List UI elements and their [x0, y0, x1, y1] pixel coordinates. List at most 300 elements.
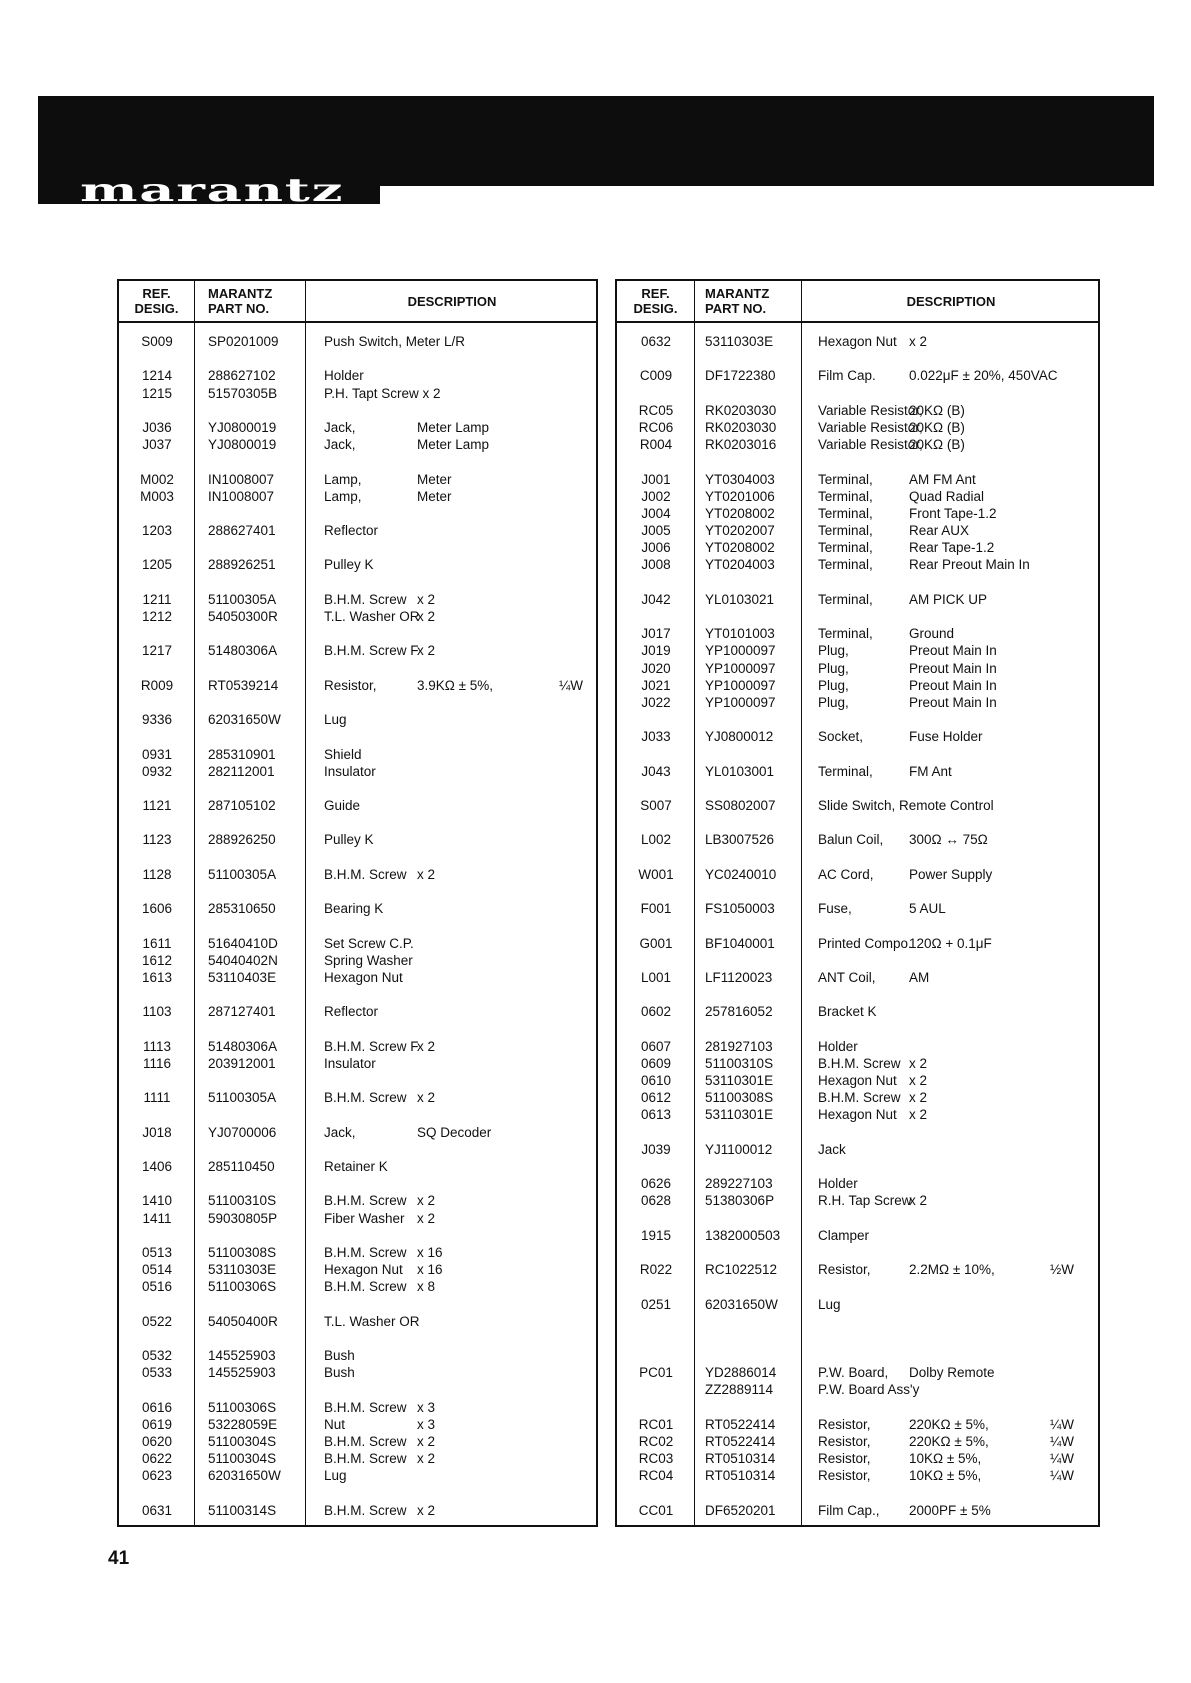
part-number-cell: YP1000097 — [705, 677, 776, 693]
table-row — [617, 935, 1098, 952]
description-cell: B.H.M. Screw — [818, 1090, 901, 1106]
ref-desig-cell: J004 — [641, 505, 671, 521]
spec-cell: x 2 — [417, 1090, 436, 1106]
spec-cell: Power Supply — [909, 866, 993, 882]
spec-cell: 3.9KΩ ± 5%, — [417, 677, 494, 693]
ref-desig-cell: 0623 — [141, 1468, 173, 1484]
ref-desig-cell: RC03 — [638, 1451, 674, 1467]
row-spacer — [617, 350, 1098, 367]
row-spacer — [119, 1141, 596, 1158]
ref-desig-cell: R022 — [639, 1262, 673, 1278]
page-number: 41 — [108, 1548, 130, 1569]
ref-desig-cell: 0612 — [640, 1090, 672, 1106]
table-row — [617, 1433, 1098, 1450]
part-number-cell: DF1722380 — [705, 368, 776, 384]
table-row — [617, 488, 1098, 505]
part-number-cell: 51480306A — [208, 1038, 278, 1054]
ref-desig-cell: G001 — [639, 935, 673, 951]
row-spacer — [617, 814, 1098, 831]
ref-desig-cell: RC01 — [638, 1416, 674, 1432]
table-header — [617, 281, 1098, 323]
row-spacer — [119, 350, 596, 367]
part-number-cell: 285310901 — [208, 746, 276, 762]
row-spacer — [119, 917, 596, 934]
table-row — [617, 969, 1098, 986]
description-header: DESCRIPTION — [906, 293, 996, 309]
table-row — [119, 1416, 596, 1433]
table-row — [617, 1038, 1098, 1055]
spec-cell: 0.022μF ± 20%, 450VAC — [909, 368, 1058, 384]
description-cell: Fiber Washer — [324, 1210, 405, 1226]
part-number-cell: SP0201009 — [208, 334, 279, 349]
rating-cell: ¼W — [1050, 1434, 1075, 1449]
description-cell: Reflector — [324, 523, 379, 539]
table-body — [617, 333, 1098, 1519]
ref-desig-cell: 1217 — [141, 643, 173, 659]
ref-desig-cell: RC02 — [638, 1434, 674, 1449]
ref-desig-cell: J008 — [641, 557, 671, 573]
parts-table-right — [615, 279, 1100, 1527]
table-row — [617, 1381, 1098, 1398]
spec-cell: 2000PF ± 5% — [909, 1502, 991, 1518]
table-row — [617, 1003, 1098, 1020]
spec-cell: 20KΩ (B) — [909, 419, 965, 435]
part-number-cell: 287127401 — [208, 1004, 276, 1020]
ref-desig-cell: RC05 — [638, 402, 674, 418]
description-cell: Variable Resistor, — [818, 402, 923, 418]
ref-desig-cell: J001 — [641, 471, 671, 487]
part-number-cell: RK0203016 — [705, 437, 777, 453]
description-cell: T.L. Washer OR — [324, 1313, 420, 1329]
spec-cell: 2.2MΩ ± 10%, — [909, 1262, 995, 1278]
description-cell: Bearing K — [324, 901, 384, 917]
table-row — [617, 831, 1098, 848]
part-number-cell: 51100310S — [208, 1193, 277, 1209]
ref-desig-cell: 1410 — [141, 1193, 173, 1209]
row-spacer — [617, 952, 1098, 969]
row-spacer — [617, 986, 1098, 1003]
row-spacer — [617, 1124, 1098, 1141]
ref-desig-cell: J022 — [641, 694, 671, 710]
table-row — [119, 1089, 596, 1106]
ref-desig-cell: 1214 — [141, 368, 173, 384]
table-row — [617, 1089, 1098, 1106]
spec-cell: Preout Main In — [909, 694, 997, 710]
description-cell: B.H.M. Screw F — [324, 1038, 419, 1054]
row-spacer — [617, 1278, 1098, 1295]
part-number-cell: 51100305A — [208, 1090, 277, 1106]
spec-cell: Rear Tape-1.2 — [909, 540, 995, 556]
spec-cell: AM FM Ant — [909, 471, 976, 487]
row-spacer — [119, 1381, 596, 1398]
description-cell: Plug, — [818, 677, 849, 693]
table-row — [119, 1278, 596, 1295]
row-spacer — [119, 1227, 596, 1244]
spec-cell: x 2 — [417, 643, 436, 659]
table-row — [119, 419, 596, 436]
description-cell: B.H.M. Screw — [324, 1279, 407, 1295]
table-row — [617, 522, 1098, 539]
table-row — [119, 711, 596, 728]
description-cell: Spring Washer — [324, 952, 413, 968]
part-number-cell: 145525903 — [208, 1348, 276, 1364]
description-cell: Pulley K — [324, 557, 374, 573]
ref-desig-cell: 1123 — [142, 832, 172, 848]
part-number-cell: FS1050003 — [705, 901, 775, 917]
row-spacer — [119, 728, 596, 745]
spec-cell: x 2 — [909, 334, 928, 349]
table-row — [617, 866, 1098, 883]
ref-desig-cell: M002 — [140, 471, 174, 487]
part-number-cell: YD2886014 — [705, 1365, 777, 1381]
description-cell: Printed Compo. — [818, 935, 912, 951]
ref-desig-cell: J043 — [641, 763, 671, 779]
table-header — [119, 281, 596, 323]
description-cell: Retainer K — [324, 1159, 388, 1174]
part-number-cell: 54050400R — [208, 1313, 278, 1329]
row-spacer — [119, 694, 596, 711]
ref-desig-cell: C009 — [639, 368, 673, 384]
row-spacer — [617, 883, 1098, 900]
row-spacer — [617, 917, 1098, 934]
spec-cell: Preout Main In — [909, 643, 997, 659]
part-number-cell: 59030805P — [208, 1210, 278, 1226]
part-number-cell: 53110301E — [705, 1107, 774, 1123]
spec-cell: x 2 — [417, 1210, 436, 1226]
row-spacer — [617, 1021, 1098, 1038]
description-cell: Plug, — [818, 660, 849, 676]
table-row — [617, 677, 1098, 694]
row-spacer — [119, 986, 596, 1003]
part-number-cell: 53110303E — [208, 1262, 277, 1278]
table-row — [119, 1502, 596, 1519]
description-cell: B.H.M. Screw — [818, 1055, 901, 1071]
ref-desig-cell: 1212 — [141, 609, 173, 624]
ref-desig-cell: J021 — [641, 677, 671, 693]
row-spacer — [119, 539, 596, 556]
description-cell: B.H.M. Screw — [324, 1244, 407, 1260]
spec-cell: x 3 — [417, 1399, 436, 1415]
row-spacer — [617, 1399, 1098, 1416]
description-cell: Hexagon Nut — [324, 969, 403, 985]
ref-desig-cell: RC04 — [638, 1468, 674, 1484]
table-row — [119, 1192, 596, 1209]
table-row — [617, 1261, 1098, 1278]
table-row — [119, 969, 596, 986]
description-cell: B.H.M. Screw F — [324, 643, 419, 659]
spec-cell: AM — [909, 969, 930, 985]
description-cell: Film Cap., — [818, 1502, 880, 1518]
description-cell: P.H. Tapt Screw x 2 — [324, 385, 441, 401]
description-cell: Lamp, — [324, 488, 362, 504]
spec-cell: Front Tape-1.2 — [909, 505, 997, 521]
ref-desig-cell: 0514 — [141, 1262, 173, 1278]
part-number-cell: RT0522414 — [705, 1416, 776, 1432]
description-cell: Resistor, — [818, 1416, 871, 1432]
ref-desig-cell: 0622 — [141, 1451, 173, 1467]
ref-desig-cell: 0513 — [141, 1244, 173, 1260]
table-row — [617, 1175, 1098, 1192]
part-number-cell: YJ0700006 — [208, 1124, 277, 1140]
spec-cell: FM Ant — [909, 763, 952, 779]
table-row — [119, 522, 596, 539]
spec-cell: Dolby Remote — [909, 1365, 995, 1381]
row-spacer — [119, 625, 596, 642]
table-row — [119, 1467, 596, 1484]
description-cell: Hexagon Nut — [818, 1073, 897, 1089]
description-cell: Resistor, — [818, 1451, 871, 1467]
table-row — [617, 367, 1098, 384]
row-spacer — [617, 780, 1098, 797]
table-row — [119, 1244, 596, 1261]
part-number-cell: 53228059E — [208, 1416, 278, 1432]
row-spacer — [119, 505, 596, 522]
spec-cell: 20KΩ (B) — [909, 437, 965, 453]
table-row — [617, 660, 1098, 677]
table-row — [119, 436, 596, 453]
table-row — [119, 763, 596, 780]
table-row — [119, 333, 596, 350]
table-row — [617, 402, 1098, 419]
part-number-cell: 51100308S — [705, 1090, 774, 1106]
spec-cell: x 2 — [417, 609, 436, 624]
spec-cell: 220KΩ ± 5%, — [909, 1416, 989, 1432]
ref-desig-cell: 0931 — [141, 746, 173, 762]
description-cell: Plug, — [818, 694, 849, 710]
ref-desig-cell: 0532 — [141, 1348, 173, 1364]
ref-desig-cell: 0619 — [141, 1416, 173, 1432]
table-row — [119, 591, 596, 608]
spec-cell: x 8 — [417, 1279, 436, 1295]
part-number-cell: IN1008007 — [208, 488, 275, 504]
row-spacer — [119, 883, 596, 900]
table-row — [119, 677, 596, 694]
description-cell: Terminal, — [818, 591, 873, 607]
row-spacer — [119, 1072, 596, 1089]
part-number-cell: 257816052 — [705, 1004, 773, 1020]
ref-desig-cell: 1613 — [141, 969, 173, 985]
description-cell: Fuse, — [818, 901, 852, 917]
table-row — [119, 1210, 596, 1227]
ref-desig-cell: CC01 — [638, 1502, 674, 1518]
table-row — [119, 831, 596, 848]
description-cell: B.H.M. Screw — [324, 866, 407, 882]
part-number-cell: RC1022512 — [705, 1262, 778, 1278]
part-no-header: MARANTZ PART NO. — [208, 286, 273, 316]
table-row — [617, 1450, 1098, 1467]
description-cell: Terminal, — [818, 523, 873, 539]
part-number-cell: 285110450 — [208, 1159, 275, 1174]
ref-desig-cell: 1116 — [142, 1055, 172, 1071]
row-spacer — [119, 402, 596, 419]
table-row — [617, 1141, 1098, 1158]
description-cell: Balun Coil, — [818, 832, 884, 848]
part-number-cell: RT0510314 — [705, 1451, 776, 1467]
table-row — [119, 866, 596, 883]
ref-desig-cell: J037 — [142, 437, 172, 453]
part-number-cell: YP1000097 — [705, 660, 776, 676]
description-cell: Lamp, — [324, 471, 362, 487]
ref-desig-cell: 0631 — [141, 1502, 173, 1518]
spec-cell: AM PICK UP — [909, 591, 988, 607]
table-row — [119, 1261, 596, 1278]
part-number-cell: 51100306S — [208, 1399, 277, 1415]
ref-desig-cell: J017 — [641, 626, 671, 642]
part-number-cell: YT0101003 — [705, 626, 775, 642]
spec-cell: 10KΩ ± 5%, — [909, 1451, 982, 1467]
ref-desig-cell: J002 — [641, 488, 671, 504]
ref-desig-cell: J042 — [641, 591, 671, 607]
ref-desig-cell: 0610 — [640, 1073, 672, 1089]
row-spacer — [119, 453, 596, 470]
description-header: DESCRIPTION — [407, 293, 497, 309]
description-cell: Terminal, — [818, 540, 873, 556]
rating-cell: ¼W — [559, 677, 584, 693]
row-spacer — [119, 660, 596, 677]
ref-desig-cell: 1215 — [141, 385, 173, 401]
part-number-cell: 288627102 — [208, 368, 276, 384]
description-cell: Terminal, — [818, 557, 873, 573]
description-cell: Terminal, — [818, 471, 873, 487]
part-number-cell: 145525903 — [208, 1365, 276, 1381]
table-body — [119, 333, 596, 1519]
description-cell: B.H.M. Screw — [324, 1502, 407, 1518]
table-row — [617, 1364, 1098, 1381]
table-row — [119, 1158, 596, 1175]
ref-desig-cell: PC01 — [639, 1365, 673, 1381]
description-cell: Insulator — [324, 1055, 376, 1071]
row-spacer — [617, 1330, 1098, 1347]
description-cell: Variable Resistor, — [818, 437, 923, 453]
table-row — [119, 556, 596, 573]
table-row — [617, 436, 1098, 453]
part-number-cell: YL0103001 — [705, 763, 775, 779]
ref-desig-cell: 0628 — [640, 1193, 672, 1209]
ref-desig-cell: 1128 — [142, 866, 172, 882]
description-cell: Variable Resistor, — [818, 419, 923, 435]
description-cell: Holder — [818, 1176, 858, 1192]
spec-cell: Ground — [909, 626, 955, 642]
ref-desig-cell: 1211 — [142, 591, 172, 607]
spec-cell: Fuse Holder — [909, 729, 983, 745]
description-cell: Jack, — [324, 1124, 356, 1140]
part-number-cell: 53110301E — [705, 1073, 774, 1089]
ref-desig-cell: J039 — [641, 1141, 671, 1157]
part-number-cell: YT0202007 — [705, 523, 775, 539]
row-spacer — [617, 1347, 1098, 1364]
row-spacer — [617, 574, 1098, 591]
part-number-cell: 281927103 — [705, 1038, 773, 1054]
table-row — [617, 591, 1098, 608]
table-row — [119, 1003, 596, 1020]
part-number-cell: YP1000097 — [705, 643, 776, 659]
spec-cell: x 2 — [417, 1451, 436, 1467]
description-cell: Clamper — [818, 1227, 870, 1243]
description-cell: Plug, — [818, 643, 849, 659]
brand-logo: marantz — [80, 171, 345, 209]
description-cell: Terminal, — [818, 626, 873, 642]
description-cell: Jack, — [324, 419, 356, 435]
spec-cell: Preout Main In — [909, 677, 997, 693]
description-cell: B.H.M. Screw — [324, 591, 407, 607]
ref-desig-cell: S007 — [640, 798, 672, 814]
part-number-cell: 51100314S — [208, 1502, 277, 1518]
spec-cell: x 16 — [417, 1244, 443, 1260]
part-number-cell: YL0103021 — [705, 591, 775, 607]
table-row — [617, 1416, 1098, 1433]
spec-cell: x 16 — [417, 1262, 443, 1278]
row-spacer — [119, 1330, 596, 1347]
table-row — [119, 900, 596, 917]
ref-desig-cell: J036 — [142, 419, 172, 435]
part-number-cell: YJ0800019 — [208, 419, 277, 435]
part-number-cell: 51100306S — [208, 1279, 277, 1295]
table-row — [617, 900, 1098, 917]
ref-desig-cell: 0602 — [640, 1004, 672, 1020]
part-number-cell: 51100305A — [208, 866, 277, 882]
table-row — [617, 556, 1098, 573]
table-row — [119, 1313, 596, 1330]
ref-desig-cell: J019 — [641, 643, 671, 659]
description-cell: Insulator — [324, 763, 376, 779]
spec-cell: x 2 — [909, 1193, 928, 1209]
description-cell: Bush — [324, 1365, 355, 1381]
ref-desig-cell: J020 — [641, 660, 671, 676]
part-number-cell: LB3007526 — [705, 832, 775, 848]
ref-desig-cell: 0607 — [640, 1038, 672, 1054]
description-cell: Resistor, — [818, 1262, 871, 1278]
table-row — [617, 1106, 1098, 1123]
row-spacer — [119, 1021, 596, 1038]
description-cell: ANT Coil, — [818, 969, 876, 985]
description-cell: Holder — [818, 1038, 858, 1054]
part-number-cell: 285310650 — [208, 901, 276, 917]
table-row — [119, 1399, 596, 1416]
table-row — [617, 728, 1098, 745]
table-row — [119, 608, 596, 625]
ref-desig-cell: 0516 — [141, 1279, 173, 1295]
table-row — [119, 797, 596, 814]
row-spacer — [119, 574, 596, 591]
spec-cell: Meter — [417, 471, 452, 487]
table-row — [617, 419, 1098, 436]
ref-desig-cell: RC06 — [638, 419, 674, 435]
description-cell: Slide Switch, Remote Control — [818, 798, 994, 814]
table-row — [119, 1347, 596, 1364]
description-cell: Terminal, — [818, 505, 873, 521]
spec-cell: SQ Decoder — [417, 1124, 492, 1140]
table-row — [119, 1364, 596, 1381]
ref-desig-header: REF. DESIG. — [633, 286, 678, 316]
part-number-cell: 51100304S — [208, 1451, 277, 1467]
row-spacer — [617, 385, 1098, 402]
ref-desig-cell: L002 — [640, 832, 672, 848]
part-number-cell: RK0203030 — [705, 419, 777, 435]
description-cell: Film Cap. — [818, 368, 876, 384]
ref-desig-cell: J033 — [641, 729, 671, 745]
part-number-cell: 1382000503 — [705, 1227, 781, 1243]
table-row — [119, 488, 596, 505]
description-cell: Shield — [324, 746, 362, 762]
spec-cell: x 2 — [417, 1434, 436, 1449]
part-number-cell: 54050300R — [208, 609, 278, 624]
ref-desig-cell: R004 — [639, 437, 673, 453]
part-number-cell: 51100304S — [208, 1434, 277, 1449]
part-number-cell: 62031650W — [705, 1296, 778, 1312]
ref-desig-cell: J006 — [641, 540, 671, 556]
table-row — [119, 471, 596, 488]
part-number-cell: 54040402N — [208, 952, 278, 968]
